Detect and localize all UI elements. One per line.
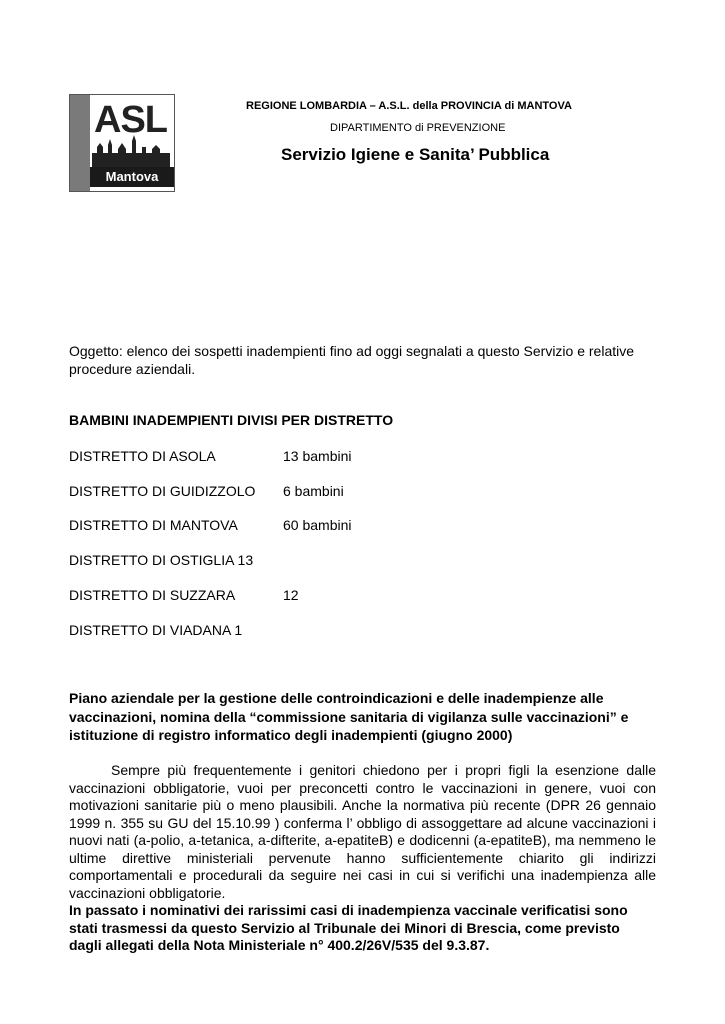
subject-line: Oggetto: elenco dei sospetti inadempienti fino ad oggi segnalati a questo Servizio e relative procedure aziendali. (69, 343, 635, 377)
district-name: DISTRETTO DI ASOLA (69, 448, 216, 464)
body-paragraph (69, 762, 656, 955)
district-name: DISTRETTO DI MANTOVA (69, 517, 238, 533)
asl-mantova-logo (69, 94, 175, 192)
district-count: 60 bambini (283, 517, 352, 533)
body-bold-text: In passato i nominativi dei rarissimi casi di inadempienza vaccinale verificatisi sono stati trasmessi da questo Servizio al Tribunale dei Minori di Brescia, come previsto dagli allegati della Nota Ministeriale n° 400.2/26V/535 del 9.3.87. (69, 902, 628, 953)
district-name: DISTRETTO DI OSTIGLIA 13 (69, 552, 254, 568)
service-title: Servizio Igiene e Sanita’ Pubblica (281, 145, 550, 164)
section-title: BAMBINI INADEMPIENTI DIVISI PER DISTRETTO (69, 412, 394, 428)
logo-subtext: Mantova (105, 169, 159, 184)
department-line: DIPARTIMENTO di PREVENZIONE (330, 122, 506, 134)
district-name: DISTRETTO DI VIADANA 1 (69, 622, 243, 638)
plan-title: Piano aziendale per la gestione delle controindicazioni e delle inadempienze alle vaccinazioni, nomina della “commissione sanitaria di vigilanza sulle vaccinazioni” e istituzione di registro informatico degli inadempienti (giugno 2000) (69, 690, 629, 743)
district-count: 12 (283, 587, 299, 603)
org-line: REGIONE LOMBARDIA – A.S.L. della PROVINCIA di MANTOVA (246, 100, 572, 112)
body-text: Sempre più frequentemente i genitori chiedono per i propri figli la esenzione dalle vaccinazioni obbligatorie, vuoi per preconcetti contro le vaccinazioni in genere, vuoi con motivazioni sanitarie più o meno plausibili. Anche la normativa più recente (DPR 26 gennaio 1999 n. 355 su GU del 15.10.99 ) conferma l’ obbligo di assoggettare ad alcune vaccinazioni i nuovi nati (a-polio, a-tetanica, a-difterite, a-epatiteB) e dodicenni (a-epatiteB), ma nemmeno le ultime direttive ministeriali pervenute hanno sufficientemente chiarito gli indirizzi comportamentali e procedurali da seguire nei casi in cui si verifichi una inadempienza alle vaccinazioni obbligatorie. (69, 762, 656, 901)
district-count: 6 bambini (283, 483, 344, 499)
logo-text: ASL (94, 99, 167, 141)
district-count: 13 bambini (283, 448, 352, 464)
district-name: DISTRETTO DI SUZZARA (69, 587, 236, 603)
district-name: DISTRETTO DI GUIDIZZOLO (69, 483, 256, 499)
